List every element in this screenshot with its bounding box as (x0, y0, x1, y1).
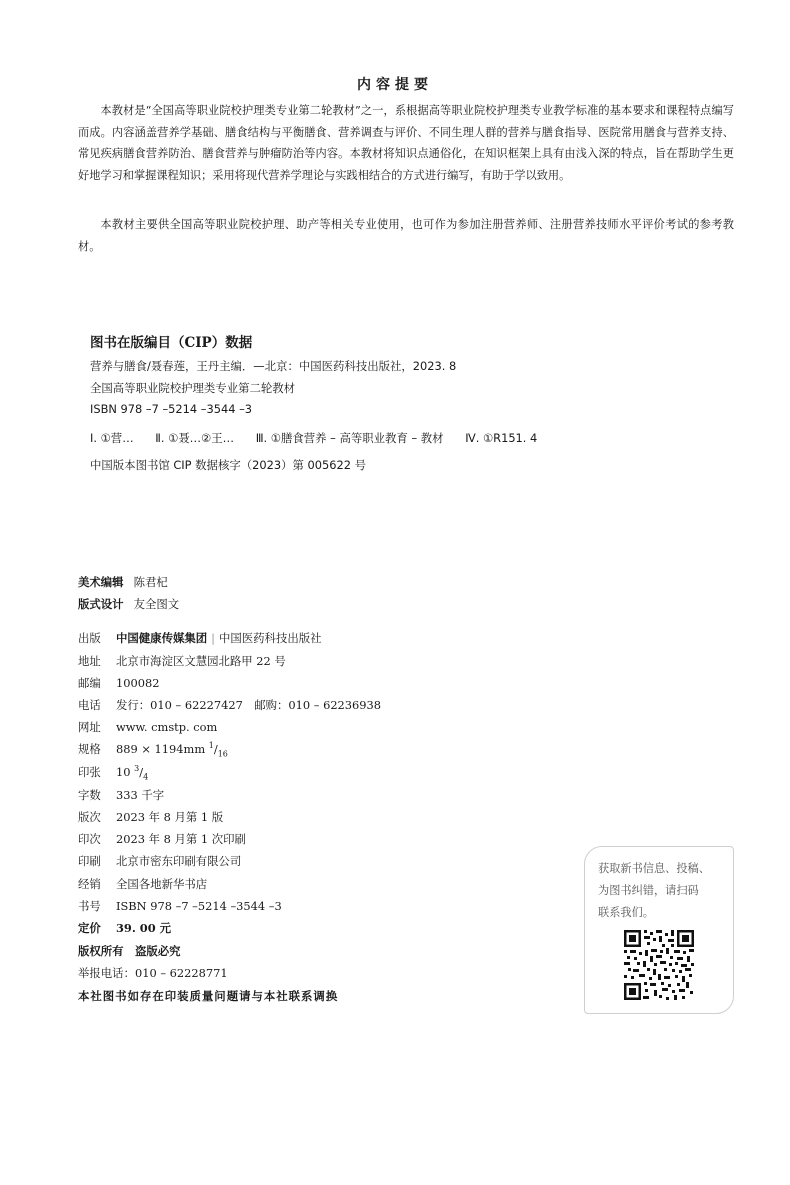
pub-label: 版次 (78, 810, 101, 824)
pub-row-price (78, 920, 171, 936)
format-fraction-denominator: 16 (217, 749, 228, 759)
pub-row-printing-count (78, 831, 246, 847)
summary-paragraph-2: 本教材主要供全国高等职业院校护理、助产等相关专业使用，也可作为参加注册营养师、注册营养技师水平评价考试的参考教材。 (78, 218, 734, 253)
pub-row-edition (78, 809, 223, 825)
pub-value: 2023 年 8 月第 1 次印刷 (116, 832, 246, 846)
qr-contact-text (598, 858, 726, 924)
pub-value: 889 × 1194mm (116, 742, 206, 756)
pub-value: ISBN 978 –7 –5214 –3544 –3 (116, 899, 282, 913)
pub-label: 定价 (78, 921, 101, 935)
cip-title: 图书在版编目（CIP）数据 (90, 335, 253, 351)
pub-label: 地址 (78, 654, 101, 668)
cip-classification (90, 430, 555, 446)
pub-value: 100082 (116, 676, 160, 690)
credit-label: 美术编辑 (78, 575, 124, 589)
pub-row-sheets: 印张 10 $^3/_4$ (78, 764, 149, 782)
pub-label: 出版 (78, 631, 101, 645)
format-fraction-numerator: 1 (208, 741, 214, 751)
pub-row-isbn (78, 898, 282, 914)
qr-text-line: 获取新书信息、投稿、 (598, 862, 710, 875)
pub-value: 发行：010 – 62227427 邮购：010 – 62236938 (116, 698, 382, 712)
pub-value: 全国各地新华书店 (116, 877, 208, 891)
qr-code-icon[interactable] (624, 930, 694, 1000)
pub-value: 北京市海淀区文慧园北路甲 22 号 (116, 654, 286, 668)
report-phone: 举报电话：010 – 62228771 (78, 966, 228, 980)
pub-label: 书号 (78, 899, 101, 913)
sheets-fraction-denominator: 4 (143, 772, 149, 782)
pub-label: 网址 (78, 720, 101, 734)
pub-row-address (78, 653, 286, 669)
pub-label: 电话 (78, 698, 101, 712)
pub-row-distributor (78, 876, 207, 892)
credit-art-editor (78, 574, 168, 590)
cip-line-1: 营养与膳食/聂春莲，王丹主编．—北京：中国医药科技出版社，2023. 8 (90, 359, 457, 373)
pub-label: 邮编 (78, 676, 101, 690)
copyright-notice: 版权所有 盗版必究 (78, 944, 181, 958)
credit-value: 陈君杞 (133, 575, 168, 589)
pub-label: 印刷 (78, 854, 101, 868)
pub-label: 字数 (78, 788, 101, 802)
summary-title: 内容提要 (357, 77, 433, 93)
pub-row-printer (78, 853, 241, 869)
pub-row-postcode (78, 675, 159, 691)
pub-row-format: 规格 889 × 1194mm $^1/_{16}$ (78, 741, 228, 759)
publisher-name: 中国医药科技出版社 (218, 631, 322, 645)
pub-label: 印张 (78, 765, 101, 779)
pub-value: 2023 年 8 月第 1 版 (116, 810, 224, 824)
summary-paragraph-1: 本教材是“全国高等职业院校护理类专业第二轮教材”之一，系根据高等职业院校护理类专业教学标准的基本要求和课程特点编写而成。内容涵盖营养学基础、膳食结构与平衡膳食、营养调查与评价、不同生理人群的营养与膳食指导、医院常用膳食与营养支持、常见疾病膳食营养防治、膳食营养与肿瘤防治等内容。本教材将知识点通俗化，在知识框架上具有由浅入深的特点，旨在帮助学生更好地学习和掌握课程知识；采用将现代营养学理论与实践相结合的方式进行编写，有助于学以致用。 (78, 104, 734, 182)
credit-label: 版式设计 (78, 597, 124, 611)
quality-notice: 本社图书如存在印装质量问题请与本社联系调换 (78, 989, 339, 1003)
cip-line-2: 全国高等职业院校护理类专业第二轮教材 (90, 381, 296, 395)
pub-label: 经销 (78, 877, 101, 891)
pub-row-phone (78, 697, 381, 713)
pub-label: 印次 (78, 832, 101, 846)
pub-value: 333 千字 (116, 788, 165, 802)
price-value: 39. 00 元 (116, 921, 171, 935)
cip-line-5: 中国版本图书馆 CIP 数据核字（2023）第 005622 号 (90, 458, 366, 472)
pub-value: www. cmstp. com (116, 720, 218, 734)
credit-value: 友全图文 (133, 597, 180, 611)
cip-class-4: Ⅳ. ①R151. 4 (465, 431, 538, 445)
pub-row-wordcount (78, 787, 164, 803)
pub-label: 规格 (78, 742, 101, 756)
credit-layout-design (78, 596, 179, 612)
cip-class-2: Ⅱ. ①聂…②王… (155, 431, 235, 445)
pub-publisher: 出版 中国健康传媒集团 | 中国医药科技出版社 (78, 631, 322, 645)
sheets-fraction-numerator: 3 (134, 764, 140, 774)
publisher-group: 中国健康传媒集团 (116, 631, 208, 645)
qr-text-line: 联系我们。 (598, 906, 654, 919)
pub-value: 北京市密东印刷有限公司 (116, 854, 242, 868)
pub-value: 10 (116, 765, 131, 779)
qr-text-line: 为图书纠错，请扫码 (598, 884, 699, 897)
pub-row-website (78, 719, 217, 735)
cip-isbn: ISBN 978 –7 –5214 –3544 –3 (90, 402, 253, 416)
cip-class-3: Ⅲ. ①膳食营养 – 高等职业教育 – 教材 (255, 431, 444, 445)
cip-class-1: Ⅰ. ①营… (90, 431, 134, 445)
